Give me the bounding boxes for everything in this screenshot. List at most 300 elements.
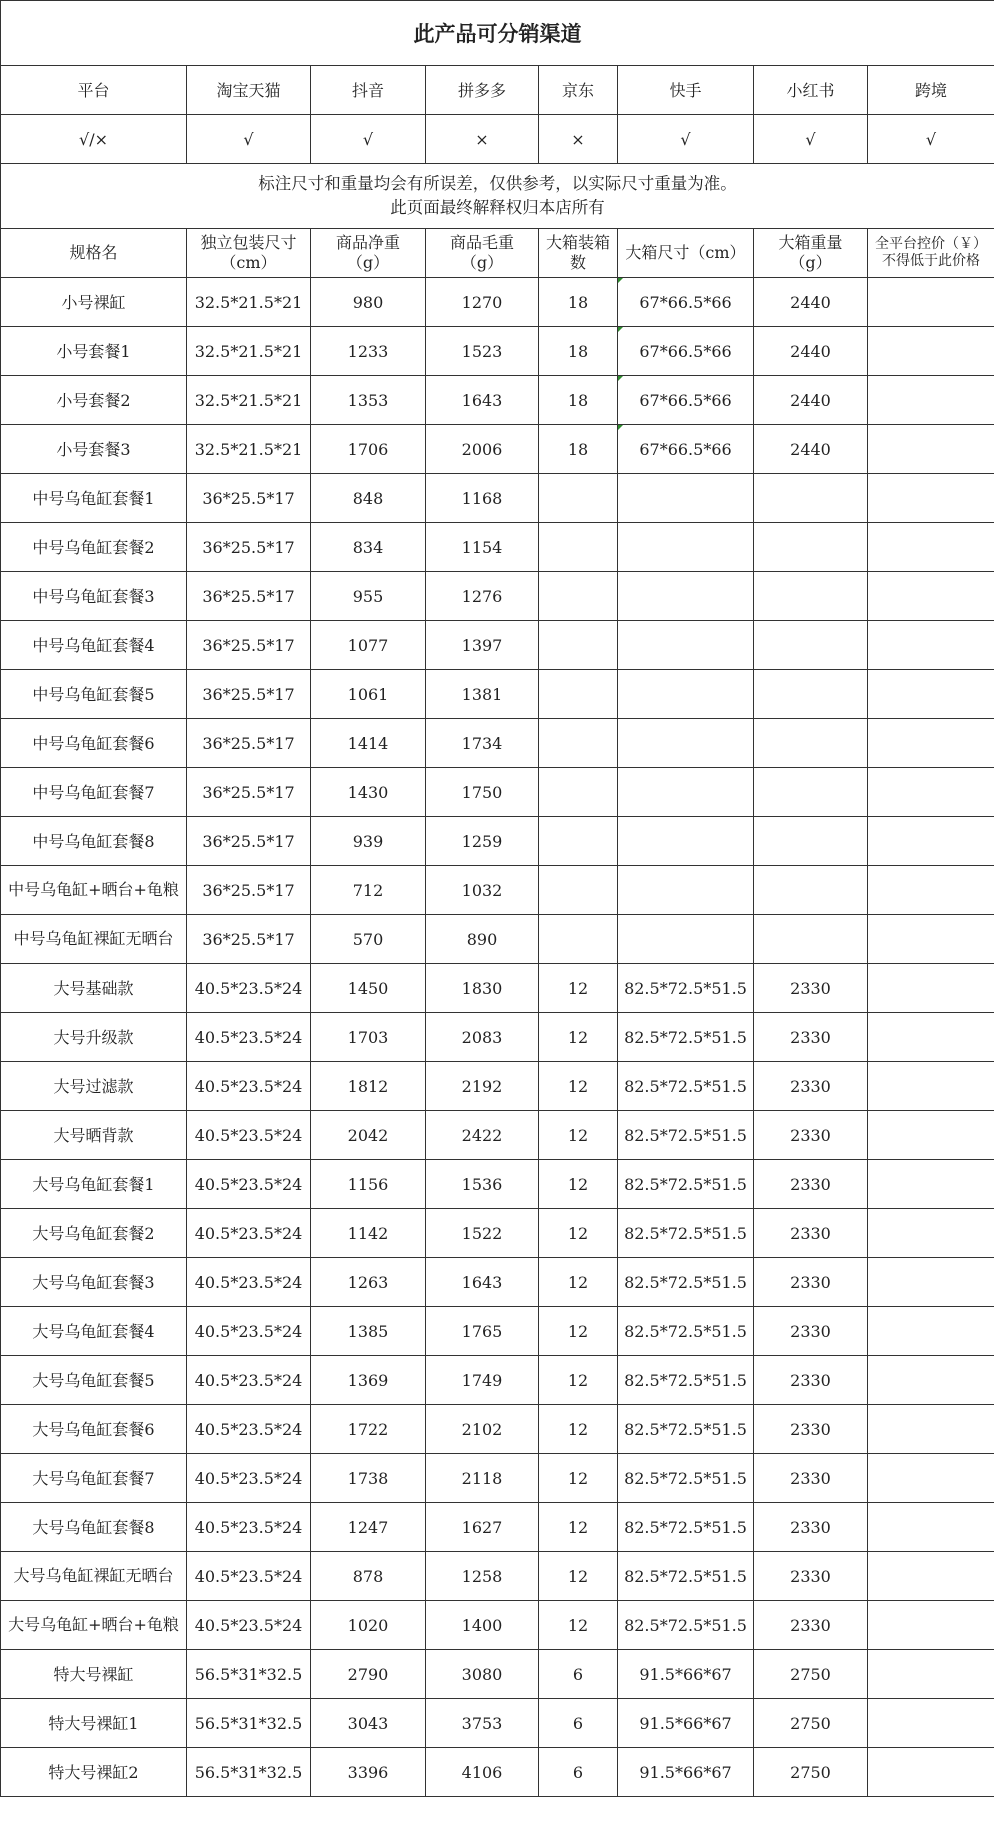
table-cell: 2330 [754, 1160, 868, 1209]
table-cell: 2440 [754, 278, 868, 327]
table-cell: 12 [539, 1209, 618, 1258]
table-cell [868, 1405, 994, 1454]
table-cell: 3753 [426, 1699, 539, 1748]
table-cell: 834 [311, 523, 426, 572]
table-cell: 1749 [426, 1356, 539, 1405]
table-row [1, 915, 994, 964]
table-cell: 大号乌龟缸套餐4 [1, 1307, 187, 1356]
table-row [1, 278, 994, 327]
table-cell: 12 [539, 1160, 618, 1209]
table-row [1, 572, 994, 621]
table-cell: 1830 [426, 964, 539, 1013]
table-cell [539, 523, 618, 572]
table-cell: 1430 [311, 768, 426, 817]
platform-cell: 平台 [1, 66, 187, 115]
table-cell [868, 621, 994, 670]
platform-row [1, 66, 994, 115]
table-cell: 6 [539, 1650, 618, 1699]
table-cell [618, 474, 754, 523]
table-cell: 40.5*23.5*24 [187, 1160, 311, 1209]
table-cell: 1270 [426, 278, 539, 327]
table-cell: 1263 [311, 1258, 426, 1307]
table-cell [539, 670, 618, 719]
table-cell: 2102 [426, 1405, 539, 1454]
table-cell: 18 [539, 376, 618, 425]
table-row [1, 1748, 994, 1797]
column-header-line: 规格名 [69, 243, 118, 262]
table-cell [539, 768, 618, 817]
table-row [1, 1111, 994, 1160]
table-cell: 12 [539, 964, 618, 1013]
column-header [539, 229, 618, 278]
table-cell [754, 817, 868, 866]
table-cell: 1738 [311, 1454, 426, 1503]
table-cell: 40.5*23.5*24 [187, 1503, 311, 1552]
table-cell: 36*25.5*17 [187, 768, 311, 817]
table-cell [539, 572, 618, 621]
table-cell: 36*25.5*17 [187, 621, 311, 670]
table-cell: 40.5*23.5*24 [187, 1601, 311, 1650]
availability-cell: √ [618, 115, 754, 164]
table-cell [754, 670, 868, 719]
table-cell [539, 621, 618, 670]
table-cell: 40.5*23.5*24 [187, 1454, 311, 1503]
table-cell: 36*25.5*17 [187, 866, 311, 915]
table-cell: 12 [539, 1552, 618, 1601]
platform-cell: 淘宝天猫 [187, 66, 311, 115]
table-cell: 1765 [426, 1307, 539, 1356]
column-header-line: 独立包装尺寸 [200, 233, 297, 252]
table-row [1, 327, 994, 376]
table-cell: 1259 [426, 817, 539, 866]
table-cell: 大号乌龟缸套餐6 [1, 1405, 187, 1454]
table-row [1, 768, 994, 817]
page-title: 此产品可分销渠道 [1, 1, 994, 66]
table-cell: 12 [539, 1356, 618, 1405]
table-cell: 特大号裸缸1 [1, 1699, 187, 1748]
table-row [1, 474, 994, 523]
table-cell: 1369 [311, 1356, 426, 1405]
table-cell: 56.5*31*32.5 [187, 1650, 311, 1699]
table-cell: 中号乌龟缸套餐5 [1, 670, 187, 719]
notice-line-2: 此页面最终解释权归本店所有 [390, 198, 605, 217]
table-cell [618, 768, 754, 817]
table-cell: 小号套餐2 [1, 376, 187, 425]
table-cell [868, 1062, 994, 1111]
table-row [1, 670, 994, 719]
table-cell: 82.5*72.5*51.5 [618, 964, 754, 1013]
table-cell: 大号过滤款 [1, 1062, 187, 1111]
table-cell: 67*66.5*66 [618, 425, 754, 474]
table-cell: 2330 [754, 1062, 868, 1111]
table-cell [868, 474, 994, 523]
table-cell: 12 [539, 1601, 618, 1650]
table-cell: 大号升级款 [1, 1013, 187, 1062]
platform-cell: 快手 [618, 66, 754, 115]
table-cell [618, 523, 754, 572]
table-cell: 2330 [754, 1209, 868, 1258]
table-cell: 2330 [754, 1552, 868, 1601]
column-header [187, 229, 311, 278]
availability-cell: × [426, 115, 539, 164]
table-row [1, 817, 994, 866]
table-cell: 82.5*72.5*51.5 [618, 1405, 754, 1454]
table-row [1, 1405, 994, 1454]
table-row [1, 425, 994, 474]
table-cell: 980 [311, 278, 426, 327]
table-cell [868, 425, 994, 474]
table-cell [754, 621, 868, 670]
table-cell: 1353 [311, 376, 426, 425]
table-cell: 2330 [754, 1013, 868, 1062]
column-header-line: （g） [460, 253, 504, 272]
table-cell: 36*25.5*17 [187, 572, 311, 621]
table-cell [618, 915, 754, 964]
table-cell [539, 719, 618, 768]
table-row [1, 1062, 994, 1111]
table-cell [754, 768, 868, 817]
table-cell [539, 866, 618, 915]
table-cell: 2750 [754, 1650, 868, 1699]
table-cell [868, 1111, 994, 1160]
table-cell: 1414 [311, 719, 426, 768]
table-cell: 3396 [311, 1748, 426, 1797]
table-cell [868, 1503, 994, 1552]
table-cell: 大号乌龟缸套餐3 [1, 1258, 187, 1307]
table-cell: 1703 [311, 1013, 426, 1062]
table-cell: 1522 [426, 1209, 539, 1258]
table-cell [868, 1650, 994, 1699]
table-cell [868, 1699, 994, 1748]
table-cell: 82.5*72.5*51.5 [618, 1454, 754, 1503]
table-cell: 12 [539, 1111, 618, 1160]
table-cell: 1643 [426, 376, 539, 425]
availability-row [1, 115, 994, 164]
column-header [754, 229, 868, 278]
table-cell: 40.5*23.5*24 [187, 1356, 311, 1405]
table-cell: 40.5*23.5*24 [187, 1405, 311, 1454]
table-cell: 1247 [311, 1503, 426, 1552]
table-cell: 6 [539, 1748, 618, 1797]
table-cell: 1381 [426, 670, 539, 719]
table-cell: 82.5*72.5*51.5 [618, 1552, 754, 1601]
table-cell: 1812 [311, 1062, 426, 1111]
table-cell: 1450 [311, 964, 426, 1013]
table-cell: 67*66.5*66 [618, 327, 754, 376]
table-cell: 2006 [426, 425, 539, 474]
table-cell: 2330 [754, 1307, 868, 1356]
table-cell: 2330 [754, 1258, 868, 1307]
column-header [618, 229, 754, 278]
table-cell: 32.5*21.5*21 [187, 376, 311, 425]
table-cell: 82.5*72.5*51.5 [618, 1013, 754, 1062]
table-cell [868, 572, 994, 621]
table-cell: 中号乌龟缸套餐8 [1, 817, 187, 866]
table-cell: 中号乌龟缸套餐4 [1, 621, 187, 670]
table-cell: 2750 [754, 1699, 868, 1748]
table-cell: 2192 [426, 1062, 539, 1111]
table-cell [868, 1454, 994, 1503]
table-cell: 32.5*21.5*21 [187, 278, 311, 327]
table-row [1, 719, 994, 768]
table-cell: 67*66.5*66 [618, 278, 754, 327]
table-cell: 1142 [311, 1209, 426, 1258]
table-cell: 1168 [426, 474, 539, 523]
column-header-line: 不得低于此价格 [882, 253, 980, 269]
table-cell: 中号乌龟缸套餐7 [1, 768, 187, 817]
table-cell: 1233 [311, 327, 426, 376]
platform-cell: 京东 [539, 66, 618, 115]
table-cell: 大号乌龟缸+晒台+龟粮 [1, 1601, 187, 1650]
table-cell: 890 [426, 915, 539, 964]
column-header-line: 数 [569, 253, 586, 272]
table-cell: 32.5*21.5*21 [187, 327, 311, 376]
table-cell: 小号套餐3 [1, 425, 187, 474]
table-cell: 1154 [426, 523, 539, 572]
table-cell [754, 523, 868, 572]
table-cell [868, 964, 994, 1013]
table-cell: 36*25.5*17 [187, 670, 311, 719]
table-cell: 2440 [754, 425, 868, 474]
table-cell [868, 1160, 994, 1209]
table-cell: 1643 [426, 1258, 539, 1307]
table-row [1, 1258, 994, 1307]
table-cell: 12 [539, 1307, 618, 1356]
table-cell: 82.5*72.5*51.5 [618, 1209, 754, 1258]
column-header-line: 全平台控价（￥） [875, 236, 987, 252]
table-cell: 12 [539, 1405, 618, 1454]
table-cell: 56.5*31*32.5 [187, 1748, 311, 1797]
table-cell: 1536 [426, 1160, 539, 1209]
table-cell [868, 915, 994, 964]
column-header-line: （cm） [220, 253, 277, 272]
table-cell: 40.5*23.5*24 [187, 1552, 311, 1601]
table-cell: 大号乌龟缸裸缸无晒台 [1, 1552, 187, 1601]
table-cell: 2042 [311, 1111, 426, 1160]
table-cell: 1627 [426, 1503, 539, 1552]
spec-header-row [1, 229, 994, 278]
column-header-line: 大箱装箱 [545, 233, 610, 252]
table-cell: 12 [539, 1062, 618, 1111]
column-header [426, 229, 539, 278]
table-cell: 848 [311, 474, 426, 523]
table-cell: 955 [311, 572, 426, 621]
table-cell [868, 768, 994, 817]
table-cell: 40.5*23.5*24 [187, 964, 311, 1013]
table-cell: 82.5*72.5*51.5 [618, 1356, 754, 1405]
table-cell [868, 719, 994, 768]
table-cell: 4106 [426, 1748, 539, 1797]
availability-cell: √ [754, 115, 868, 164]
table-cell [868, 817, 994, 866]
table-cell [539, 817, 618, 866]
table-cell: 40.5*23.5*24 [187, 1209, 311, 1258]
table-cell [868, 523, 994, 572]
table-row [1, 1503, 994, 1552]
table-cell: 大号基础款 [1, 964, 187, 1013]
table-cell: 3043 [311, 1699, 426, 1748]
table-row [1, 523, 994, 572]
table-cell: 40.5*23.5*24 [187, 1111, 311, 1160]
table-cell: 大号乌龟缸套餐7 [1, 1454, 187, 1503]
title-row [1, 1, 994, 66]
table-cell: 12 [539, 1503, 618, 1552]
table-cell: 36*25.5*17 [187, 719, 311, 768]
table-cell: 32.5*21.5*21 [187, 425, 311, 474]
table-cell: 2330 [754, 964, 868, 1013]
table-cell: 56.5*31*32.5 [187, 1699, 311, 1748]
table-cell: 1397 [426, 621, 539, 670]
table-cell: 1734 [426, 719, 539, 768]
table-cell: 2330 [754, 1454, 868, 1503]
table-cell: 36*25.5*17 [187, 915, 311, 964]
table-row [1, 1552, 994, 1601]
table-cell: 939 [311, 817, 426, 866]
table-cell: 40.5*23.5*24 [187, 1013, 311, 1062]
table-cell: 1061 [311, 670, 426, 719]
table-cell: 1385 [311, 1307, 426, 1356]
table-row [1, 964, 994, 1013]
table-row [1, 866, 994, 915]
table-cell: 2330 [754, 1111, 868, 1160]
table-cell: 中号乌龟缸套餐2 [1, 523, 187, 572]
table-cell: 2330 [754, 1356, 868, 1405]
table-cell: 2118 [426, 1454, 539, 1503]
table-cell: 大号乌龟缸套餐2 [1, 1209, 187, 1258]
table-cell [868, 1209, 994, 1258]
table-cell: 1156 [311, 1160, 426, 1209]
table-cell: 1400 [426, 1601, 539, 1650]
table-cell [868, 1258, 994, 1307]
table-cell: 91.5*66*67 [618, 1650, 754, 1699]
table-cell: 82.5*72.5*51.5 [618, 1503, 754, 1552]
platform-cell: 跨境 [868, 66, 994, 115]
table-cell: 82.5*72.5*51.5 [618, 1160, 754, 1209]
table-cell [868, 327, 994, 376]
table-cell: 82.5*72.5*51.5 [618, 1307, 754, 1356]
table-cell: 82.5*72.5*51.5 [618, 1601, 754, 1650]
table-cell [539, 474, 618, 523]
table-cell: 1523 [426, 327, 539, 376]
column-header [868, 229, 994, 278]
table-cell [539, 915, 618, 964]
availability-cell: √/× [1, 115, 187, 164]
table-row [1, 1356, 994, 1405]
table-cell: 1722 [311, 1405, 426, 1454]
availability-cell: √ [311, 115, 426, 164]
table-cell: 1276 [426, 572, 539, 621]
table-cell: 878 [311, 1552, 426, 1601]
table-cell: 2750 [754, 1748, 868, 1797]
table-cell [868, 670, 994, 719]
column-header-line: 商品毛重 [449, 233, 514, 252]
table-cell [754, 866, 868, 915]
table-cell: 18 [539, 425, 618, 474]
table-cell: 小号套餐1 [1, 327, 187, 376]
table-cell [868, 1552, 994, 1601]
table-cell: 91.5*66*67 [618, 1748, 754, 1797]
table-row [1, 1160, 994, 1209]
column-header [1, 229, 187, 278]
table-cell: 570 [311, 915, 426, 964]
platform-cell: 小红书 [754, 66, 868, 115]
table-cell: 1258 [426, 1552, 539, 1601]
table-cell: 82.5*72.5*51.5 [618, 1258, 754, 1307]
table-cell: 82.5*72.5*51.5 [618, 1111, 754, 1160]
table-cell: 2330 [754, 1601, 868, 1650]
table-row [1, 1307, 994, 1356]
table-cell [868, 278, 994, 327]
table-cell: 2440 [754, 376, 868, 425]
table-cell: 36*25.5*17 [187, 817, 311, 866]
table-cell: 2790 [311, 1650, 426, 1699]
notice-text [1, 164, 994, 229]
table-cell [754, 572, 868, 621]
column-header-line: （g） [346, 253, 390, 272]
table-cell: 36*25.5*17 [187, 523, 311, 572]
availability-cell: √ [187, 115, 311, 164]
table-cell: 18 [539, 327, 618, 376]
table-cell: 中号乌龟缸套餐3 [1, 572, 187, 621]
table-cell: 大号乌龟缸套餐8 [1, 1503, 187, 1552]
table-cell: 2330 [754, 1503, 868, 1552]
table-cell: 大号乌龟缸套餐1 [1, 1160, 187, 1209]
column-header-line: 大箱尺寸（cm） [625, 243, 746, 262]
table-cell [868, 1356, 994, 1405]
table-cell: 40.5*23.5*24 [187, 1258, 311, 1307]
table-cell: 中号乌龟缸裸缸无晒台 [1, 915, 187, 964]
table-cell: 中号乌龟缸套餐6 [1, 719, 187, 768]
table-cell [754, 474, 868, 523]
table-cell [754, 915, 868, 964]
table-cell: 1077 [311, 621, 426, 670]
table-cell: 12 [539, 1013, 618, 1062]
table-row [1, 621, 994, 670]
column-header-line: 大箱重量 [778, 233, 843, 252]
table-cell: 特大号裸缸 [1, 1650, 187, 1699]
table-row [1, 1209, 994, 1258]
table-cell [868, 1307, 994, 1356]
table-cell: 2440 [754, 327, 868, 376]
table-cell [754, 719, 868, 768]
table-cell: 82.5*72.5*51.5 [618, 1062, 754, 1111]
table-cell: 40.5*23.5*24 [187, 1062, 311, 1111]
column-header-line: 商品净重 [335, 233, 400, 252]
table-cell: 2330 [754, 1405, 868, 1454]
table-cell [868, 1601, 994, 1650]
platform-cell: 抖音 [311, 66, 426, 115]
table-cell: 40.5*23.5*24 [187, 1307, 311, 1356]
table-cell: 12 [539, 1454, 618, 1503]
table-cell [618, 621, 754, 670]
table-cell [868, 376, 994, 425]
table-cell: 1706 [311, 425, 426, 474]
table-cell: 中号乌龟缸套餐1 [1, 474, 187, 523]
table-cell [618, 817, 754, 866]
table-cell: 67*66.5*66 [618, 376, 754, 425]
table-cell: 36*25.5*17 [187, 474, 311, 523]
table-cell [868, 1013, 994, 1062]
availability-cell: √ [868, 115, 994, 164]
notice-row [1, 164, 994, 229]
table-cell: 2083 [426, 1013, 539, 1062]
column-header-line: （g） [789, 253, 832, 272]
table-cell [618, 719, 754, 768]
table-cell: 6 [539, 1699, 618, 1748]
table-cell [868, 866, 994, 915]
table-cell [618, 670, 754, 719]
table-cell: 3080 [426, 1650, 539, 1699]
